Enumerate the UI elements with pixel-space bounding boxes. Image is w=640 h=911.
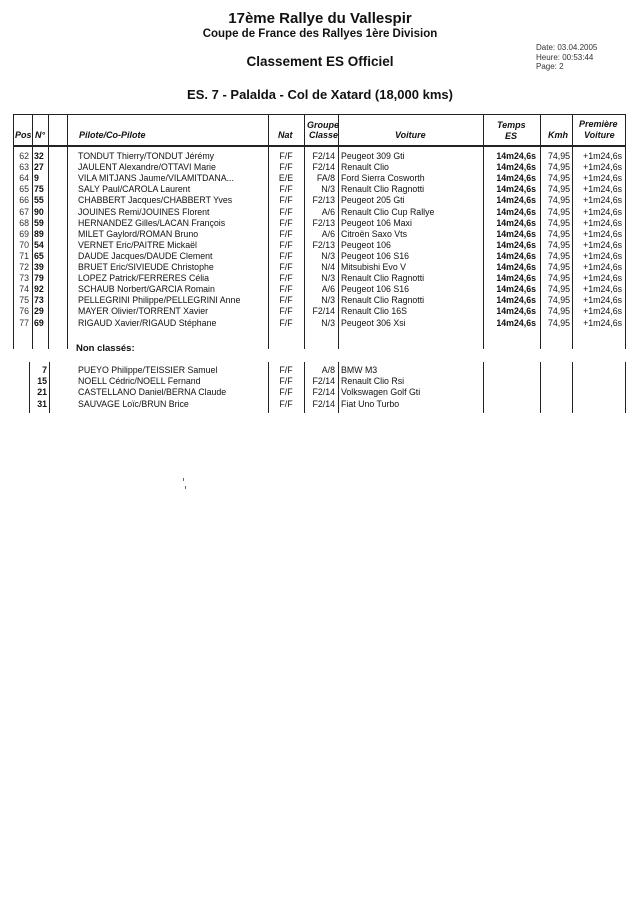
row-nat: F/F bbox=[279, 306, 293, 317]
row-voiture: Volkswagen Golf Gti bbox=[341, 387, 421, 398]
result-row bbox=[13, 229, 626, 240]
row-num: 31 bbox=[37, 398, 47, 409]
row-temps: 14m24,6s bbox=[496, 317, 536, 328]
scan-speck bbox=[183, 478, 184, 481]
row-nat: F/F bbox=[279, 262, 293, 272]
row-pilote: PELLEGRINI Philippe/PELLEGRINI Anne bbox=[78, 295, 241, 306]
col-temps: Temps bbox=[497, 120, 526, 130]
row-pos: 63 bbox=[19, 162, 29, 173]
print-meta bbox=[536, 43, 597, 72]
result-row bbox=[13, 151, 626, 162]
row-num: 89 bbox=[34, 228, 44, 239]
row-voiture: Peugeot 309 Gti bbox=[341, 151, 405, 161]
row-voiture: Renault Clio 16S bbox=[341, 306, 408, 317]
row-temps: 14m24,6s bbox=[496, 173, 536, 184]
row-num: 73 bbox=[34, 295, 44, 306]
row-groupe-classe: A/6 bbox=[321, 228, 335, 239]
row-groupe-classe: N/3 bbox=[321, 273, 335, 284]
col-voiture: Voiture bbox=[395, 130, 426, 140]
col-pos: Pos bbox=[15, 130, 32, 140]
row-kmh: 74,95 bbox=[547, 195, 570, 206]
row-groupe-classe: N/3 bbox=[321, 295, 335, 306]
row-pos: 66 bbox=[19, 195, 29, 206]
row-nat: F/F bbox=[279, 398, 293, 409]
row-voiture: Renault Clio Ragnotti bbox=[341, 295, 425, 306]
result-row bbox=[13, 207, 626, 218]
stage-title: ES. 7 - Palalda - Col de Xatard (18,000 kms) bbox=[187, 87, 453, 102]
row-num: 90 bbox=[34, 206, 44, 217]
row-nat: F/F bbox=[279, 284, 293, 295]
row-groupe-classe: FA/8 bbox=[316, 173, 335, 184]
row-pilote: DAUDE Jacques/DAUDE Clement bbox=[78, 250, 213, 261]
row-voiture: Peugeot 106 S16 bbox=[341, 284, 409, 295]
row-pos: 74 bbox=[19, 284, 29, 295]
row-groupe-classe: A/6 bbox=[321, 206, 335, 217]
result-row bbox=[13, 262, 626, 273]
row-gap: +1m24,6s bbox=[583, 217, 622, 228]
row-nat: F/F bbox=[279, 195, 293, 206]
row-gap: +1m24,6s bbox=[583, 173, 622, 184]
row-voiture: Peugeot 205 Gti bbox=[341, 195, 405, 206]
row-voiture: Renault Clio bbox=[341, 162, 389, 173]
row-pos: 72 bbox=[19, 262, 29, 272]
row-kmh: 74,95 bbox=[547, 262, 570, 272]
row-groupe-classe: F2/14 bbox=[312, 306, 335, 317]
row-num: 21 bbox=[37, 387, 47, 398]
row-pilote: NOELL Cédric/NOELL Fernand bbox=[78, 376, 201, 387]
col-classe: Classe bbox=[309, 130, 339, 140]
row-pilote: CHABBERT Jacques/CHABBERT Yves bbox=[78, 195, 233, 206]
row-nat: E/E bbox=[278, 173, 294, 184]
row-num: 55 bbox=[34, 195, 44, 206]
result-row bbox=[13, 218, 626, 229]
row-gap: +1m24,6s bbox=[583, 151, 622, 161]
row-num: 92 bbox=[34, 284, 44, 295]
row-pos: 67 bbox=[19, 206, 29, 217]
row-gap: +1m24,6s bbox=[583, 317, 622, 328]
row-voiture: Renault Clio Ragnotti bbox=[341, 273, 425, 284]
result-row bbox=[13, 273, 626, 284]
row-temps: 14m24,6s bbox=[496, 184, 536, 195]
row-groupe-classe: N/3 bbox=[321, 250, 335, 261]
result-row bbox=[13, 295, 626, 306]
row-num: 29 bbox=[34, 306, 44, 317]
row-temps: 14m24,6s bbox=[496, 273, 536, 284]
row-voiture: Ford Sierra Cosworth bbox=[341, 173, 425, 184]
row-temps: 14m24,6s bbox=[496, 284, 536, 295]
col-es: ES bbox=[505, 131, 518, 141]
col-premiere-voiture: Voiture bbox=[584, 130, 615, 140]
row-pilote: HERNANDEZ Gilles/LACAN François bbox=[78, 217, 226, 228]
row-temps: 14m24,6s bbox=[496, 206, 536, 217]
row-nat: F/F bbox=[279, 273, 293, 284]
row-pos: 64 bbox=[19, 173, 29, 184]
row-voiture: Renault Clio Rsi bbox=[341, 376, 405, 387]
row-groupe-classe: F2/14 bbox=[312, 387, 335, 398]
non-classe-row bbox=[29, 365, 626, 376]
row-nat: F/F bbox=[279, 184, 293, 195]
row-pos: 71 bbox=[19, 250, 29, 261]
row-nat: F/F bbox=[279, 151, 293, 161]
row-kmh: 74,95 bbox=[547, 228, 570, 239]
row-groupe-classe: N/4 bbox=[321, 262, 335, 272]
row-pilote: CASTELLANO Daniel/BERNA Claude bbox=[78, 387, 227, 398]
result-row bbox=[13, 184, 626, 195]
scan-speck bbox=[185, 486, 186, 489]
row-temps: 14m24,6s bbox=[496, 250, 536, 261]
row-pos: 70 bbox=[19, 239, 29, 250]
row-pilote: BRUET Eric/SIVIEUDE Christophe bbox=[78, 262, 214, 272]
row-groupe-classe: F2/14 bbox=[312, 398, 335, 409]
print-date: Date: 03.04.2005 bbox=[536, 43, 598, 52]
row-groupe-classe: F2/14 bbox=[312, 376, 335, 387]
row-voiture: Peugeot 106 Maxi bbox=[341, 217, 412, 228]
non-classe-row bbox=[29, 387, 626, 398]
row-pilote: TONDUT Thierry/TONDUT Jérémy bbox=[78, 151, 215, 161]
row-groupe-classe: A/8 bbox=[321, 365, 335, 375]
results-table bbox=[13, 114, 626, 349]
row-nat: F/F bbox=[279, 250, 293, 261]
row-pos: 76 bbox=[19, 306, 29, 317]
row-groupe-classe: N/3 bbox=[321, 317, 335, 328]
row-kmh: 74,95 bbox=[547, 239, 570, 250]
row-num: 32 bbox=[34, 151, 44, 161]
row-pos: 68 bbox=[19, 217, 29, 228]
row-voiture: Peugeot 306 Xsi bbox=[341, 317, 406, 328]
row-pos: 62 bbox=[19, 151, 29, 161]
row-gap: +1m24,6s bbox=[583, 228, 622, 239]
row-gap: +1m24,6s bbox=[583, 206, 622, 217]
row-kmh: 74,95 bbox=[547, 273, 570, 284]
row-temps: 14m24,6s bbox=[496, 306, 536, 317]
row-gap: +1m24,6s bbox=[583, 306, 622, 317]
row-voiture: Fiat Uno Turbo bbox=[341, 398, 400, 409]
row-pilote: MAYER Olivier/TORRENT Xavier bbox=[78, 306, 209, 317]
row-groupe-classe: A/6 bbox=[321, 284, 335, 295]
row-temps: 14m24,6s bbox=[496, 217, 536, 228]
row-num: 39 bbox=[34, 262, 44, 272]
row-kmh: 74,95 bbox=[547, 173, 570, 184]
row-pos: 75 bbox=[19, 295, 29, 306]
row-voiture: Peugeot 106 bbox=[341, 239, 391, 250]
row-pos: 77 bbox=[19, 317, 29, 328]
row-nat: F/F bbox=[279, 217, 293, 228]
row-temps: 14m24,6s bbox=[496, 262, 536, 272]
row-gap: +1m24,6s bbox=[583, 184, 622, 195]
row-pilote: LOPEZ Patrick/FERRERES Célia bbox=[78, 273, 210, 284]
row-num: 7 bbox=[42, 365, 47, 375]
row-pilote: SCHAUB Norbert/GARCIA Romain bbox=[78, 284, 215, 295]
non-classes-table bbox=[29, 362, 626, 413]
row-nat: F/F bbox=[279, 376, 293, 387]
row-kmh: 74,95 bbox=[547, 151, 570, 161]
result-row bbox=[13, 284, 626, 295]
row-gap: +1m24,6s bbox=[583, 262, 622, 272]
col-kmh: Kmh bbox=[548, 130, 568, 140]
row-voiture: Renault Clio Cup Rallye bbox=[341, 206, 435, 217]
row-nat: F/F bbox=[279, 317, 293, 328]
row-pilote: VILA MITJANS Jaume/VILAMITDANA... bbox=[78, 173, 234, 184]
row-pilote: VERNET Eric/PAITRE Mickaël bbox=[78, 239, 197, 250]
rally-title: 17ème Rallye du Vallespir bbox=[228, 10, 412, 27]
row-groupe-classe: N/3 bbox=[321, 184, 335, 195]
row-temps: 14m24,6s bbox=[496, 239, 536, 250]
row-groupe-classe: F2/14 bbox=[312, 151, 335, 161]
row-groupe-classe: F2/13 bbox=[312, 239, 335, 250]
row-gap: +1m24,6s bbox=[583, 239, 622, 250]
row-pilote: JOUINES Remi/JOUINES Florent bbox=[78, 206, 210, 217]
row-pilote: RIGAUD Xavier/RIGAUD Stéphane bbox=[78, 317, 217, 328]
row-temps: 14m24,6s bbox=[496, 195, 536, 206]
row-pos: 69 bbox=[19, 228, 29, 239]
result-row bbox=[13, 162, 626, 173]
col-groupe: Groupe bbox=[307, 120, 340, 130]
row-nat: F/F bbox=[279, 387, 293, 398]
row-num: 59 bbox=[34, 217, 44, 228]
col-nat: Nat bbox=[278, 130, 293, 140]
row-kmh: 74,95 bbox=[547, 317, 570, 328]
row-temps: 14m24,6s bbox=[496, 295, 536, 306]
row-kmh: 74,95 bbox=[547, 306, 570, 317]
row-nat: F/F bbox=[279, 162, 293, 173]
rally-subtitle: Coupe de France des Rallyes 1ère Division bbox=[202, 28, 438, 40]
result-row bbox=[13, 195, 626, 206]
row-temps: 14m24,6s bbox=[496, 151, 536, 161]
result-row bbox=[13, 173, 626, 184]
row-voiture: Peugeot 106 S16 bbox=[341, 250, 409, 261]
col-pilote: Pilote/Co-Pilote bbox=[79, 130, 146, 140]
row-num: 75 bbox=[34, 184, 44, 195]
col-premiere: Première bbox=[579, 119, 618, 129]
row-groupe-classe: F2/13 bbox=[312, 217, 335, 228]
non-classes-label: Non classés: bbox=[76, 343, 135, 354]
row-gap: +1m24,6s bbox=[583, 284, 622, 295]
row-kmh: 74,95 bbox=[547, 284, 570, 295]
row-pilote: PUEYO Philippe/TEISSIER Samuel bbox=[78, 365, 218, 375]
row-num: 27 bbox=[34, 162, 44, 173]
col-num: N° bbox=[35, 130, 46, 140]
row-kmh: 74,95 bbox=[547, 217, 570, 228]
row-pos: 73 bbox=[19, 273, 29, 284]
row-voiture: BMW M3 bbox=[341, 365, 378, 375]
row-gap: +1m24,6s bbox=[583, 250, 622, 261]
row-voiture: Citroën Saxo Vts bbox=[341, 228, 408, 239]
row-num: 79 bbox=[34, 273, 44, 284]
result-row bbox=[13, 318, 626, 329]
row-temps: 14m24,6s bbox=[496, 228, 536, 239]
row-nat: F/F bbox=[279, 295, 293, 306]
row-nat: F/F bbox=[279, 239, 293, 250]
row-kmh: 74,95 bbox=[547, 184, 570, 195]
row-num: 54 bbox=[34, 239, 44, 250]
row-gap: +1m24,6s bbox=[583, 273, 622, 284]
result-row bbox=[13, 306, 626, 317]
row-kmh: 74,95 bbox=[547, 250, 570, 261]
row-nat: F/F bbox=[279, 206, 293, 217]
page-number: Page: 2 bbox=[536, 62, 564, 71]
row-num: 69 bbox=[34, 317, 44, 328]
row-gap: +1m24,6s bbox=[583, 195, 622, 206]
result-row bbox=[13, 251, 626, 262]
row-pos: 65 bbox=[19, 184, 29, 195]
row-num: 65 bbox=[34, 250, 44, 261]
row-pilote: MILET Gaylord/ROMAN Bruno bbox=[78, 228, 199, 239]
row-groupe-classe: F2/14 bbox=[312, 162, 335, 173]
row-num: 15 bbox=[37, 376, 47, 387]
row-gap: +1m24,6s bbox=[583, 162, 622, 173]
row-voiture: Renault Clio Ragnotti bbox=[341, 184, 425, 195]
print-time: Heure: 00:53:44 bbox=[536, 52, 594, 62]
row-nat: F/F bbox=[279, 228, 293, 239]
row-nat: F/F bbox=[279, 365, 293, 375]
result-row bbox=[13, 240, 626, 251]
row-kmh: 74,95 bbox=[547, 206, 570, 217]
row-gap: +1m24,6s bbox=[583, 295, 622, 306]
non-classe-row bbox=[29, 376, 626, 387]
non-classe-row bbox=[29, 399, 626, 410]
row-pilote: JAULENT Alexandre/OTTAVI Marie bbox=[78, 162, 216, 173]
row-temps: 14m24,6s bbox=[496, 162, 536, 173]
row-pilote: SAUVAGE Loïc/BRUN Brice bbox=[78, 398, 189, 409]
classement-title: Classement ES Officiel bbox=[246, 54, 394, 69]
row-kmh: 74,95 bbox=[547, 295, 570, 306]
row-num: 9 bbox=[34, 173, 39, 184]
row-pilote: SALY Paul/CAROLA Laurent bbox=[78, 184, 191, 195]
row-groupe-classe: F2/13 bbox=[312, 195, 335, 206]
row-voiture: Mitsubishi Evo V bbox=[341, 262, 407, 272]
row-kmh: 74,95 bbox=[547, 162, 570, 173]
